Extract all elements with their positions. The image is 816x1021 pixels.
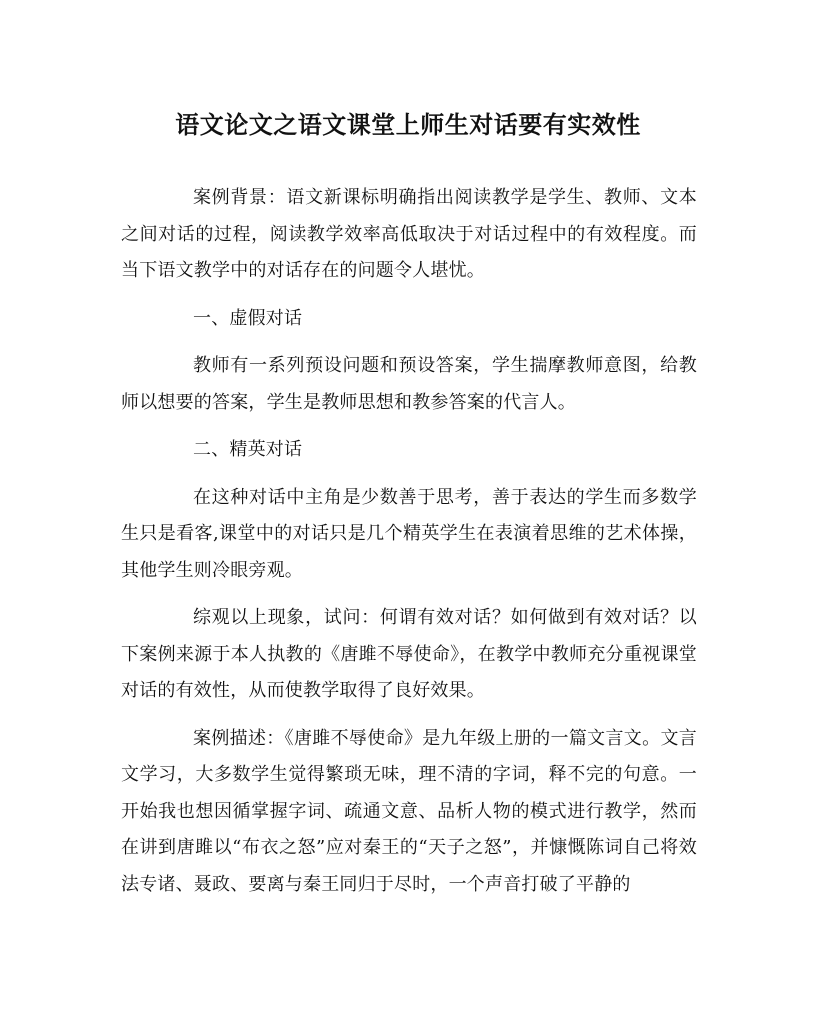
paragraph-elite-dialogue: 在这种对话中主角是少数善于思考，善于表达的学生而多数学生只是看客,课堂中的对话只是几个精英学生在表演着思维的艺术体操，其他学生则冷眼旁观。 (121, 486, 697, 581)
document-title: 语文论文之语文课堂上师生对话要有实效性 (175, 110, 641, 139)
document-body (121, 180, 697, 914)
paragraph-summary: 综观以上现象，试问：何谓有效对话？如何做到有效对话？以下案例来源于本人执教的《唐雎不辱使命》，在教学中教师充分重视课堂对话的有效性，从而使教学取得了良好效果。 (121, 607, 697, 701)
paragraph-false-dialogue: 教师有一系列预设问题和预设答案，学生揣摩教师意图，给教师以想要的答案，学生是教师思想和教参答案的代言人。 (121, 355, 697, 413)
paragraph-case-description: 案例描述：《唐雎不辱使命》是九年级上册的一篇文言文。文言文学习，大多数学生觉得繁琐无味，理不清的字词，释不完的句意。一开始我也想因循掌握字词、疏通文意、品析人物的模式进行教学，然而在讲到唐雎以“布衣之怒”应对秦王的“天子之怒”，并慷慨陈词自己将效法专诸、聂政、要离与秦王同归于尽时，一个声音打破了平静的 (121, 727, 697, 895)
paragraph-background: 案例背景：语文新课标明确指出阅读教学是学生、教师、文本之间对话的过程，阅读教学效率高低取决于对话过程中的有效程度。而当下语文教学中的对话存在的问题令人堪忧。 (121, 187, 697, 281)
heading-false-dialogue: 一、虚假对话 (193, 307, 303, 329)
heading-elite-dialogue: 二、精英对话 (193, 439, 303, 460)
